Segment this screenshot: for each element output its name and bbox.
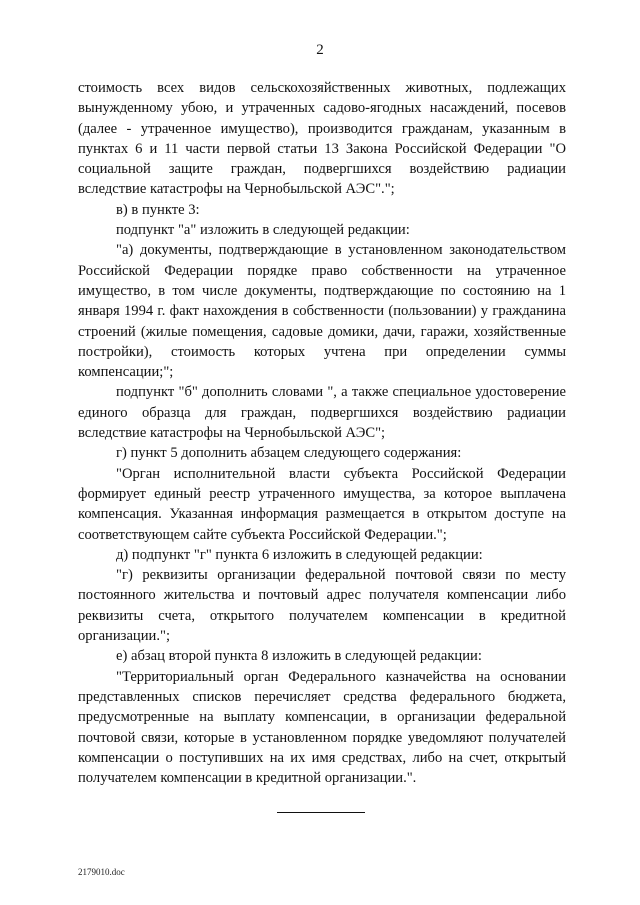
paragraph-subitem-b: подпункт "б" дополнить словами ", а также специальное удостоверение единого образца для граждан, подвергшихся воздействию радиации вследствие катастрофы на Чернобыльской АЭС"; (78, 384, 566, 442)
paragraph-item-e-text: "Территориальный орган Федерального казначейства на основании представленных списков перечисляет средства федерального бюджета, предусмотренные на выплату компенсации, в организации федеральной почтовой связи, которые в установленном порядке уведомляют получателей компенсации о поступивших на их имя средствах, либо на счет, открытый получателем компенсации в кредитной организации.". (78, 668, 566, 787)
paragraph-item-g: г) пункт 5 дополнить абзацем следующего содержания: (116, 445, 462, 462)
paragraph-item-v: в) в пункте 3: (116, 201, 200, 218)
paragraph-item-d-text: "г) реквизиты организации федеральной почтовой связи по месту постоянного жительства и почтовый адрес получателя компенсации либо реквизиты счета, открытого получателем компенсации в кредитной организации."; (78, 567, 566, 645)
paragraph-subitem-a-intro: подпункт "а" изложить в следующей редакции: (116, 222, 410, 239)
paragraph-item-g-text: "Орган исполнительной власти субъекта Российской Федерации формирует единый реестр утраченного имущества, за которое выплачена компенсация. Указанная информация размещается в открытом доступе на соответствующем сайте субъекта Российской Федерации."; (78, 465, 566, 543)
page-number: 2 (316, 42, 324, 58)
paragraph-subitem-a-text: "а) документы, подтверждающие в установленном законодательством Российской Федерации порядке право собственности на утраченное имущество, в том числе документы, подтверждающие по состоянию на 1 января 1994 г. факт нахождения в собственности (пользовании) у гражданина строений (жилые помещения, садовые домики, дачи, гаражи, хозяйственные постройки), стоимость которых учтена при определении суммы компенсации;"; (78, 242, 566, 381)
end-divider (277, 812, 365, 813)
paragraph-continuation: стоимость всех видов сельскохозяйственных животных, подлежащих вынужденному убою, и утраченных садово-ягодных насаждений, посевов (далее - утраченное имущество), производится гражданам, указанным в пунктах 6 и 11 части первой статьи 13 Закона Российской Федерации "О социальной защите граждан, подвергшихся воздействию радиации вследствие катастрофы на Чернобыльской АЭС"."; (78, 80, 566, 198)
paragraph-item-e: е) абзац второй пункта 8 изложить в следующей редакции: (116, 648, 482, 665)
footer-file-code: 2179010.doc (78, 867, 125, 877)
paragraph-item-d: д) подпункт "г" пункта 6 изложить в следующей редакции: (116, 546, 483, 563)
document-body (78, 78, 566, 788)
